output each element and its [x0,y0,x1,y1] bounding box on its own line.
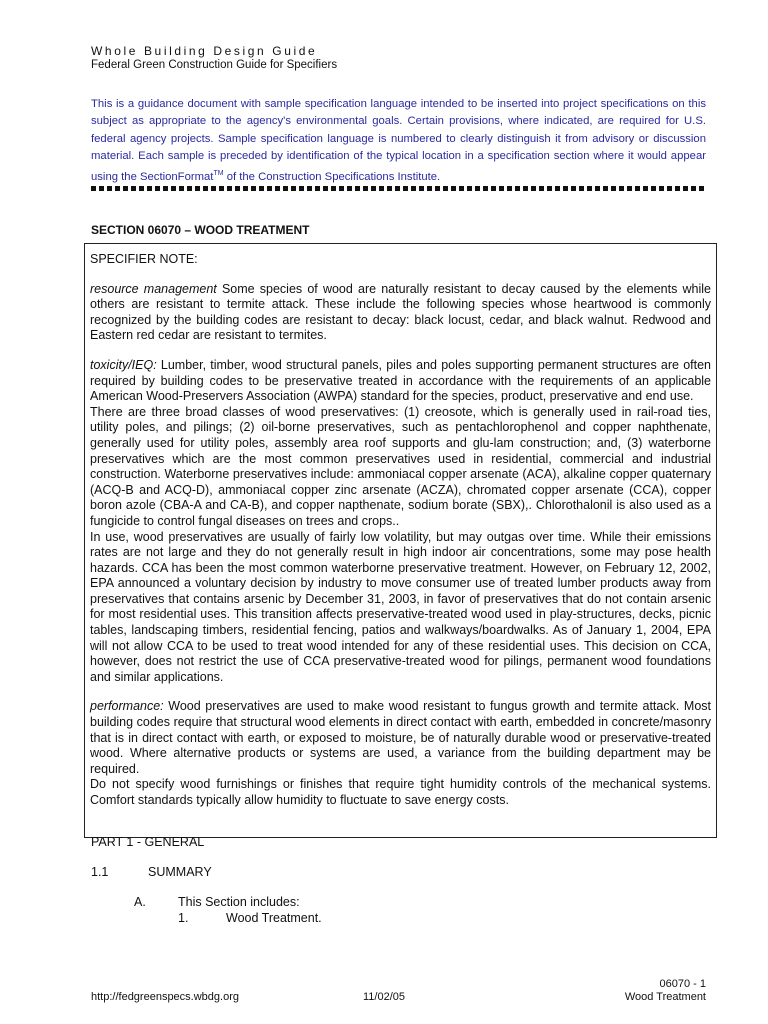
classes-paragraph: There are three broad classes of wood preservatives: (1) creosote, which is generally used in rail-road ties, utility poles, and pilings; (2) oil-borne preservatives, such as pentachlorophenol and copper naphthenate, generally used for utility poles, assembly area roof supports and glu-lam construction; and, (3) waterborne preservatives which are the most common preservatives used in residential, commercial and industrial construction. Waterborne preservatives include: ammoniacal copper arsenate (ACA), alkaline copper quaternary (ACQ-B and ACQ-D), ammoniacal copper zinc arsenate (ACZA), chromated copper arsenate (CCA), copper boron azole (CBA-A and CA-B), and copper napthenate, sodium borate (SBX),. Chlorothalonil is also used as a fungicide to control fungal diseases on trees and crops.. [90,404,711,528]
note-heading: SPECIFIER NOTE: [90,252,198,266]
performance-text: Wood preservatives are used to make wood resistant to fungus growth and termite attack. Most building codes require that structural wood elements in direct contact with earth, embedded in concrete/masonry that is in direct contact with earth, or exposed to moisture, be of naturally durable wood or preservative-treated wood. Where alternative products or systems are used, a variance from the building department may be required. [90,699,711,776]
performance-paragraph [90,699,711,777]
guide-title: Whole Building Design Guide [91,44,318,58]
toxicity-paragraph [90,358,711,405]
resource-text: Some species of wood are naturally resistant to decay caused by the elements while others are resistant to termite attack. These include the following species whose heartwood is commonly recognized by the building codes are resistant to decay: black locust, cedar, and black walnut. Redwood and Eastern red cedar are resistant to termites. [90,281,711,343]
toxicity-text: Lumber, timber, wood structural panels, piles and poles supporting permanent structures are often required by building codes to be preservative treated in accordance with the requirements of an applicable American Wood-Preservers Association (AWPA) standard for the species, product, preservative and end use. [90,357,711,404]
article-number: 1.1 [91,865,109,879]
footer-url: http://fedgreenspecs.wbdg.org [91,991,239,1003]
specifier-note-box [84,243,717,838]
finishes-paragraph: Do not specify wood furnishings or finishes that require tight humidity controls of the mechanical systems. Comfort standards typically allow humidity to fluctuate to save energy costs. [90,777,711,807]
footer-page-number: 06070 - 1 [659,978,706,990]
resource-paragraph [90,282,711,344]
paragraph-letter: A. [134,895,146,909]
footer-date: 11/02/05 [363,991,406,1003]
article-title: SUMMARY [148,865,212,879]
item-text: Wood Treatment. [226,911,322,925]
intro-paragraph [91,96,706,186]
trademark: TM [213,170,224,178]
toxicity-label: toxicity/IEQ: [90,357,157,372]
footer-section-name: Wood Treatment [624,991,706,1003]
section-title: SECTION 06070 – WOOD TREATMENT [91,223,310,237]
item-number: 1. [178,911,189,925]
dotted-divider [91,186,706,191]
intro-text: This is a guidance document with sample specification language intended to be inserted into project specifications on this subject as appropriate to the agency's environmental goals. Certain provisions, where indicated, are required for U.S. federal agency projects. Sample specification language is numbered to clearly distinguish it from advisory or discussion material. Each sample is preceded by identification of the typical location in a specification section where it would appear using the SectionFormat [91,98,706,183]
guide-subtitle: Federal Green Construction Guide for Specifiers [91,59,338,71]
performance-label: performance: [90,699,164,714]
intro-text-end: of the Construction Specifications Institute. [223,170,441,183]
use-paragraph: In use, wood preservatives are usually of fairly low volatility, but may outgas over time. While their emissions rates are not large and they do not generally result in high indoor air concentrations, some may pose health hazards. CCA has been the most common waterborne preservative treatment. However, on February 12, 2002, EPA announced a voluntary decision by industry to move consumer use of treated lumber products away from preservatives that contains arsenic by December 31, 2003, in favor of preservatives that do not contain arsenic for most residential uses. This transition affects preservative-treated wood used in play-structures, decks, picnic tables, landscaping timbers, residential fencing, patios and walkways/boardwalks. As of January 1, 2004, EPA will not allow CCA to be used to treat wood intended for any of these residential uses. This decision on CCA, however, does not restrict the use of CCA preservative-treated wood for pilings, permanent wood foundations and similar applications. [90,529,711,684]
part-title: PART 1 - GENERAL [91,835,205,849]
paragraph-text: This Section includes: [178,895,300,909]
resource-label: resource management [90,281,217,296]
